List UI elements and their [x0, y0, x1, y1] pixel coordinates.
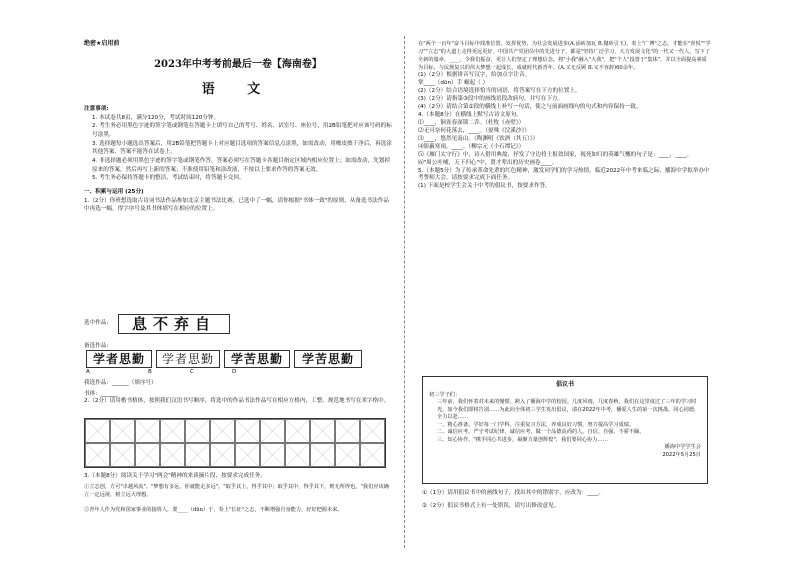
poem-item[interactable]: ⑷影蔽寒雨，____。（柳宗元《小石潭记》） — [418, 143, 525, 150]
column-divider — [404, 36, 405, 548]
question-3-2: (2)（2分）结合语境选择恰当的词语，将答案写在下方的位置上。 — [418, 88, 581, 95]
letter-body: 二、诚信应考。严守考试纪律，诚信应考，做一个品德高尚的人，自信、自强、不骄不躁。 — [437, 429, 645, 436]
option-b-artwork[interactable]: 学者思勤 — [156, 350, 220, 368]
question-3-3: (3)（2分）请指第③段中的画线语段改病句，并写在下方。 — [418, 96, 564, 103]
answer-line[interactable]: 我选作品：______（填序号） — [84, 380, 157, 386]
writing-grid[interactable] — [84, 418, 386, 468]
note-item: 5. 考生务必保持答题卡的整洁，考试结束时，将答题卡交回。 — [92, 175, 245, 182]
question-3-1-answer[interactable]: 掌____（dūn）手 崛起（ ） — [418, 80, 489, 87]
passage-continued: 在"两个一百年"奋斗目标中找准位置，发挥优势，为社会发展进步(A.添砖加瓦 B.抛砖引玉)。奏上"广博"之志，才能在"喜悦""学习""立志"的大道上走得更远更好。中国共产党团员中的先进分子，都是"坚持广泛学习，大力发展文化"的一代又一代人，写下了全新的篇章，____，令我们振奋，更让人们坚定了理想信念。将"小我"融入"大我"，把"个人"投置于"集体"，并以全面提高素质为目标，与民族复兴的伟大梦想一起成长，成就时代新青年。(A.又无反顾 B.义不容辞)60余年。 — [418, 41, 711, 72]
option-d-artwork[interactable]: 学苦思勤 — [294, 350, 362, 368]
question-2: 2.（2分）请用楷书格体，按照我们汉语书写顺序，将选中的作品书法作品写在相应方格内，工整、规范地书写在米字格中。 — [84, 398, 390, 404]
option-a-artwork[interactable]: 学者思勤 — [86, 350, 152, 368]
secret-label: 绝密★启用前 — [84, 40, 120, 47]
selected-artwork: 息不弃自 — [118, 314, 230, 334]
note-item: 4. 非选择题必须用黑色字迹的签字笔或钢笔作答，答案必须写在答题卡各题目指定区域内相应位置上；如需改动，先划掉原来的答案，然后再写上新的答案；不准使用铅笔和涂改液，不按以上要求作答的答案无效。 — [92, 157, 390, 173]
poem-item[interactable]: ⑴____，铜雀春深锁二乔。（杜牧《赤壁》） — [418, 119, 525, 126]
poem-item[interactable]: ⑸《雁门太守行》中，诗人借用典故，抒发了守边将士报效国家，视死如归的英雄气概的句子是：____，____。 — [418, 151, 693, 158]
letter-body: 一、精心准备。学好每一门学科，注重复习方法，养成良好习惯，努力提高学习成绩。 — [437, 421, 635, 428]
question-5-1: (1) 下面是校学生会关于中考的倡议书，按要求作答。 — [418, 183, 551, 190]
question-5-b[interactable]: ②（2分）倡议书格式上有一处错误，请写出修改意见。 — [422, 503, 560, 509]
notes-heading: 注意事项: — [84, 106, 109, 112]
question-3-1: (1)（2分）根据拼音写汉字，给加点字注音。 — [418, 72, 531, 79]
left-column — [84, 105, 392, 214]
option-letter: B — [148, 369, 152, 375]
letter-body: 三、知心协作。"携手同心共进步，凝聚力量创辉煌"，我们要同心协力…… — [437, 436, 608, 443]
option-letter: A — [86, 369, 90, 375]
option-letter: C — [190, 369, 194, 375]
section-heading: 一、积累与运用 (25分) — [84, 188, 144, 195]
right-column — [418, 40, 712, 191]
question-5: 5.（本题5分）为了传承革命先辈的红色精神，激发同学们的学习热情，临近2022年中考来临之际，播海中学拟举办中考誓师大会，请按要求完成下面任务。 — [418, 167, 710, 182]
note-item: 1. 本试卷共8页，满分120分，考试时间120分钟。 — [92, 114, 220, 121]
question-3-4: (4)（2分）请结合第②段的横线上补写一句话，使之与前面画线句的句式和内容保持一致。 — [418, 104, 642, 110]
question-3-text-1: ①立志创，方可"卓越风流"。"梦想有多远，你就能走多远"。"取乎其上，得乎其中；取乎其中，得乎其下，则无所得也。"我们应该确立一定远视，树立远大理想。 — [84, 484, 389, 498]
poem-item[interactable]: ⑹"周公吐哺，天下归心"中，贤才辈出的历史画卷____。 — [418, 159, 558, 166]
question-3-text-2: ②青年人作为党和国家事业的接班人，要____（dūn）于，奏上"长征"之志，不断增强自身能力，好好把握未来。 — [84, 507, 343, 513]
subject-title: 语 文 — [201, 82, 275, 97]
letter-body: 三年前，我们怀着对未来的憧憬，跨入了播海中学的校园。几度风雨，几度春秋，我们在这里度过了三年的学习时光，如今我们即将告别……为此向全体初三学生发出倡议，请在2022年中考，播爱人生的第一次挑战，同心同德，全力以赴…… — [437, 399, 700, 421]
question-5-a[interactable]: ①（1分）请用倡议书中的画线句子，找出其中的错别字，应改为：____。 — [422, 490, 604, 496]
font-answer-line[interactable]: 书体：______ — [84, 391, 118, 397]
option-letter: D — [232, 369, 237, 375]
page-title: 2023年中考考前最后一卷【海南卷】 — [154, 59, 322, 70]
question-4: 4.（本题8分）在横线上默写古诗文原句。 — [418, 111, 522, 118]
question-3: 3.（本题8分）阅读关于学习"两会"精神的来谈摘片段，按要求完成任务。 — [84, 473, 266, 479]
note-item: 2. 考生务必用黑色字迹的签字笔或钢笔在答题卡上填写自己的考号、姓名、试室号、座位号，用2B铅笔把对应该号码的标号涂黑。 — [92, 123, 392, 138]
selected-label: 选中作品: — [84, 320, 109, 326]
letter-signer: 播海中学学生会 — [664, 444, 701, 451]
options-label: 备选作品: — [84, 343, 109, 349]
option-c-artwork[interactable]: 学苦思勤 — [224, 350, 290, 368]
poem-item[interactable]: ⑵无可奈何花落去，____。（晏殊《浣溪沙》） — [418, 127, 530, 134]
question-1: 1.（2分）你班想选取古诗词书法作品参加北京主题书法比赛，已选中了一幅，请你根据"书体一致"的原则，从备选书法作品中再选一幅，得字序号及其书体填写在相应的位置上。 — [84, 197, 389, 213]
letter-salutation: 初三学子们： — [429, 391, 461, 398]
letter-title: 倡议书 — [555, 381, 574, 388]
proposal-letter — [422, 376, 708, 484]
poem-item[interactable]: ⑶____，悠然见南山。（陶渊明《饮酒（其五）》） — [418, 135, 539, 142]
letter-date: 2022年5月25日 — [662, 451, 701, 458]
note-item: 3. 选择题每小题选出答案后，用2B铅笔把答题卡上对应题目选项的答案信息点涂黑，如需改动，用橡皮擦干净后，再选涂其他答案，答案不能答在试卷上。 — [92, 140, 392, 156]
